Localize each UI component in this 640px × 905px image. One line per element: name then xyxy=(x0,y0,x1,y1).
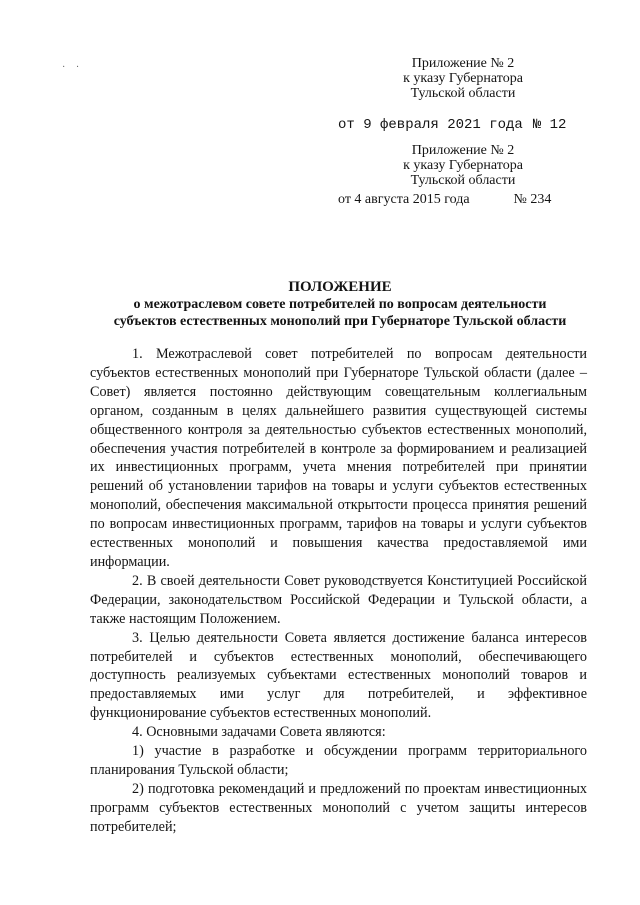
title-main: ПОЛОЖЕНИЕ xyxy=(288,279,392,295)
appendix-line-1: Приложение № 2 xyxy=(411,56,515,71)
decree-number: № 12 xyxy=(532,117,567,133)
appendix-header-original xyxy=(375,143,551,188)
decree-date-original xyxy=(338,192,551,208)
paragraph-1: 1. Межотраслевой совет потребителей по вопросам деятельности субъектов естественных монополий при Губернаторе Тульской области (далее – Совет) является постоянно действующим совещательным коллегиальным органом, созданным в целях дальнейшего развития существующей системы общественного контроля за деятельностью субъектов естественных монополий, обеспечения участия потребителей в контроле за формированием и реализацией их инвестиционных программ, учета мнения потребителей при принятии решений об установлении тарифов на товары и услуги субъектов естественных монополий, обеспечения максимальной открытости процесса принятия решений по вопросам инвестиционных программ, тарифов на товары и услуги субъектов естественных монополий и повышения качества предоставляемой ими информации. xyxy=(90,346,587,570)
decree-date: от 4 августа 2015 года xyxy=(338,192,470,207)
appendix-line-1: Приложение № 2 xyxy=(411,143,515,158)
paragraph-2: 2. В своей деятельности Совет руководствуется Конституцией Российской Федерации, законодательством Российской Федерации и Тульской области, а также настоящим Положением. xyxy=(90,572,587,627)
appendix-line-2: к указу Губернатора xyxy=(403,158,523,173)
appendix-line-3: Тульской области xyxy=(410,86,516,101)
appendix-line-2: к указу Губернатора xyxy=(403,71,523,86)
decree-number: № 234 xyxy=(513,192,552,207)
list-item-2: 2) подготовка рекомендаций и предложений по проектам инвестиционных программ субъектов естественных монополий с учетом защиты интересов потребителей; xyxy=(90,780,587,835)
title-subtitle-line-2: субъектов естественных монополий при Губернаторе Тульской области xyxy=(113,314,567,329)
decree-date: от 9 февраля 2021 года xyxy=(338,117,523,133)
document-body xyxy=(90,345,587,837)
paragraph-3: 3. Целью деятельности Совета является достижение баланса интересов потребителей и субъектов естественных монополий, обеспечивающего доступность реализуемых субъектами естественных монополий товаров и предоставляемых ими услуг для потребителей, и эффективное функционирование субъектов естественных монополий. xyxy=(90,629,587,722)
appendix-header-current xyxy=(375,56,551,101)
list-item-1: 1) участие в разработке и обсуждении программ территориального планирования Тульской области; xyxy=(90,743,587,778)
document-title xyxy=(90,278,590,330)
appendix-line-3: Тульской области xyxy=(410,173,516,188)
title-subtitle-line-1: о межотраслевом совете потребителей по вопросам деятельности xyxy=(133,297,547,312)
paragraph-4: 4. Основными задачами Совета являются: xyxy=(132,724,386,741)
decree-date-current xyxy=(338,117,566,133)
corner-marks: · · xyxy=(62,62,84,73)
